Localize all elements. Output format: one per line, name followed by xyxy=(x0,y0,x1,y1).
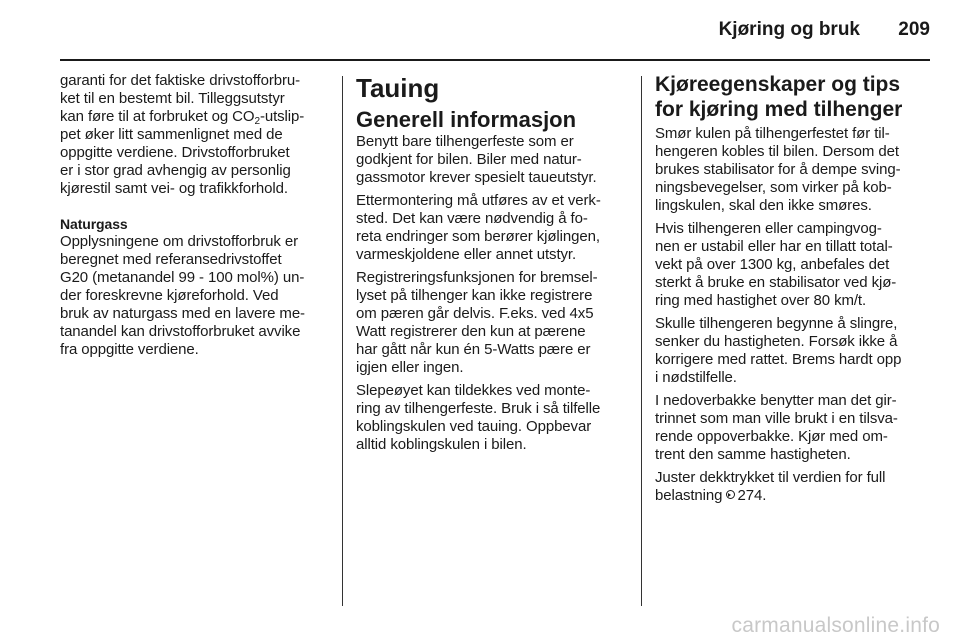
text-line: garanti for det faktiske drivstofforbru- xyxy=(60,72,300,89)
text-line: Ettermontering må utføres av et verk- xyxy=(356,192,601,209)
text-line: brukes stabilisator for å dempe sving- xyxy=(655,161,901,178)
text-line: G20 (metanandel 99 - 100 mol%) un- xyxy=(60,269,305,286)
page-number: 209 xyxy=(898,19,930,40)
text-line: Opplysningene om drivstofforbruk er xyxy=(60,233,299,250)
watermark: carmanualsonline.info xyxy=(731,614,940,637)
header-divider xyxy=(60,59,930,61)
text-line: koblingskulen ved tauing. Oppbevar xyxy=(356,418,592,435)
text-line: Registreringsfunksjonen for bremsel- xyxy=(356,269,598,286)
text-line: hengeren kobles til bilen. Dersom det xyxy=(655,143,899,160)
text-line: varmeskjoldene eller annet utstyr. xyxy=(356,246,577,263)
section-title-tauing: Tauing xyxy=(356,73,440,103)
paragraph xyxy=(655,220,923,310)
subsection-title: Generell informasjon xyxy=(356,107,577,132)
text-line: om pæren går delvis. F.eks. ved 4x5 xyxy=(356,305,594,322)
text-line: tanandel kan drivstofforbruket avvike xyxy=(60,323,301,340)
paragraph xyxy=(356,269,628,377)
text-line: Slepeøyet kan tildekkes ved monte- xyxy=(356,382,591,399)
text-line: Benytt bare tilhengerfeste som er xyxy=(356,133,574,150)
text-line: Watt registrerer den kun at pærene xyxy=(356,323,586,340)
page-reference-icon xyxy=(726,490,735,499)
paragraph xyxy=(356,133,628,187)
text-line: vekt på over 1300 kg, anbefales det xyxy=(655,256,890,273)
column-divider-2 xyxy=(641,76,642,606)
text-line: lingskulen, skal den ikke smøres. xyxy=(655,197,872,214)
text-line: Smør kulen på tilhengerfestet før til- xyxy=(655,125,890,142)
column-divider-1 xyxy=(342,76,343,606)
text-line: alltid koblingskulen i bilen. xyxy=(356,436,527,453)
text-line: godkjent for bilen. Biler med natur- xyxy=(356,151,582,168)
text-line: har gått når kun én 5-Watts pære er xyxy=(356,341,591,358)
text-line: pet øker litt sammenlignet med de xyxy=(60,126,283,143)
column-3 xyxy=(655,72,923,505)
text-line: beregnet med referansedrivstoffet xyxy=(60,251,282,268)
text-line: kjørestil samt vei- og trafikkforhold. xyxy=(60,180,288,197)
text-line: oppgitte verdiene. Drivstofforbruket xyxy=(60,144,290,161)
page-reference-link[interactable]: 274. xyxy=(737,487,767,504)
column-1 xyxy=(60,72,328,359)
text-line: I nedoverbakke benytter man det gir- xyxy=(655,392,897,409)
text-line: nen er ustabil eller har en tillatt total- xyxy=(655,238,893,255)
header-title: Kjøring og bruk xyxy=(718,19,860,40)
text-line: ket til en bestemt bil. Tilleggsutstyr xyxy=(60,90,285,107)
co2-line xyxy=(60,108,328,126)
text-line: trent den samme hastigheten. xyxy=(655,446,851,463)
text-line: igjen eller ingen. xyxy=(356,359,464,376)
section-heading-line-1: Kjøreegenskaper og tips xyxy=(655,73,901,96)
text-line: Juster dekktrykket til verdien for full xyxy=(655,469,886,486)
paragraph xyxy=(356,382,628,454)
text-line: trinnet som man ville brukt i en tilsva- xyxy=(655,410,898,427)
column-2 xyxy=(356,72,628,454)
text-line: sterkt å bruke en stabilisator ved kjø- xyxy=(655,274,897,291)
text-line: senker du hastigheten. Forsøk ikke å xyxy=(655,333,898,350)
text-line: ring av tilhengerfeste. Bruk i så tilfelle xyxy=(356,400,601,417)
text-line xyxy=(655,487,923,505)
paragraph xyxy=(655,125,923,215)
text-line: er i stor grad avhengig av personlig xyxy=(60,162,291,179)
paragraph xyxy=(356,192,628,264)
co2-subscript: 2 xyxy=(254,116,260,127)
text-line: reta endringer som berører kjølingen, xyxy=(356,228,600,245)
co2-suffix: -utslip- xyxy=(259,108,305,125)
text-fragment: belastning xyxy=(655,487,723,504)
text-line: rende oppoverbakke. Kjør med om- xyxy=(655,428,888,445)
paragraph xyxy=(655,392,923,464)
paragraph xyxy=(655,469,923,505)
text-line: i nødstilfelle. xyxy=(655,369,737,386)
text-line: ningsbevegelser, som virker på kob- xyxy=(655,179,892,196)
text-line: lyset på tilhenger kan ikke registrere xyxy=(356,287,593,304)
text-line: bruk av naturgass med en lavere me- xyxy=(60,305,305,322)
co2-prefix: kan føre til at forbruket og CO xyxy=(60,108,255,125)
text-line: sted. Det kan være nødvendig å fo- xyxy=(356,210,588,227)
text-line: gassmotor krever spesielt taueutstyr. xyxy=(356,169,597,186)
naturgass-heading: Naturgass xyxy=(60,216,128,232)
text-line: fra oppgitte verdiene. xyxy=(60,341,199,358)
text-line: Hvis tilhengeren eller campingvog- xyxy=(655,220,882,237)
paragraph xyxy=(655,315,923,387)
text-line: ring med hastighet over 80 km/t. xyxy=(655,292,867,309)
text-line: der foreskrevne kjøreforhold. Ved xyxy=(60,287,279,304)
section-heading-line-2: for kjøring med tilhenger xyxy=(655,98,903,121)
text-line: korrigere med rattet. Brems hardt opp xyxy=(655,351,902,368)
text-line: Skulle tilhengeren begynne å slingre, xyxy=(655,315,898,332)
